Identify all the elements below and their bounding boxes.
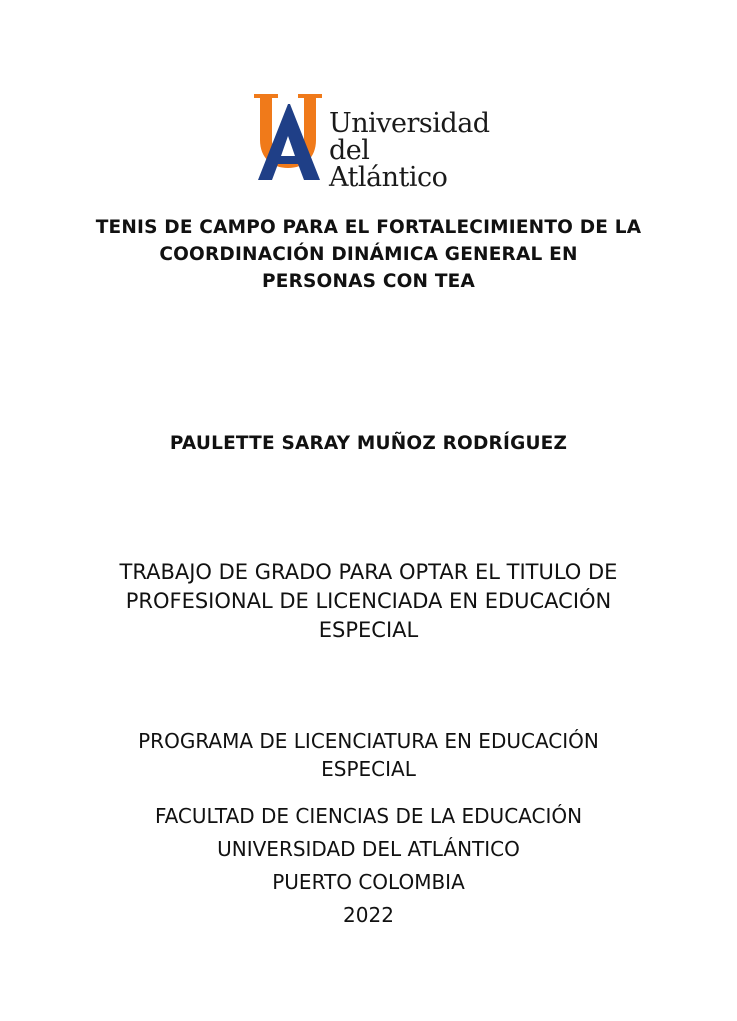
degree-line: TRABAJO DE GRADO PARA OPTAR EL TITULO DE — [119, 560, 618, 584]
institution-info — [40, 800, 697, 932]
degree-line: PROFESIONAL DE LICENCIADA EN EDUCACIÓN — [125, 589, 612, 613]
university-name: UNIVERSIDAD DEL ATLÁNTICO — [217, 837, 520, 861]
author-name: PAULETTE SARAY MUÑOZ RODRÍGUEZ — [169, 433, 568, 454]
title-line: PERSONAS CON TEA — [261, 271, 476, 292]
faculty-name: FACULTAD DE CIENCIAS DE LA EDUCACIÓN — [154, 804, 583, 828]
title-line: COORDINACIÓN DINÁMICA GENERAL EN — [159, 244, 578, 265]
logo-text-line-1: Universidad — [329, 108, 490, 139]
degree-statement — [40, 558, 697, 645]
degree-line: ESPECIAL — [318, 618, 419, 642]
program-line: ESPECIAL — [321, 757, 416, 781]
program-line: PROGRAMA DE LICENCIATURA EN EDUCACIÓN — [138, 729, 599, 753]
university-wordmark — [329, 110, 490, 191]
city-name: PUERTO COLOMBIA — [272, 870, 465, 894]
program-name — [40, 727, 697, 783]
university-logo — [250, 92, 490, 193]
thesis-title — [40, 214, 697, 295]
title-line: TENIS DE CAMPO PARA EL FORTALECIMIENTO DE LA — [95, 217, 642, 238]
year: 2022 — [343, 903, 394, 927]
university-logo-mark-icon — [250, 94, 326, 182]
logo-text-line-2: del Atlántico — [329, 135, 448, 193]
